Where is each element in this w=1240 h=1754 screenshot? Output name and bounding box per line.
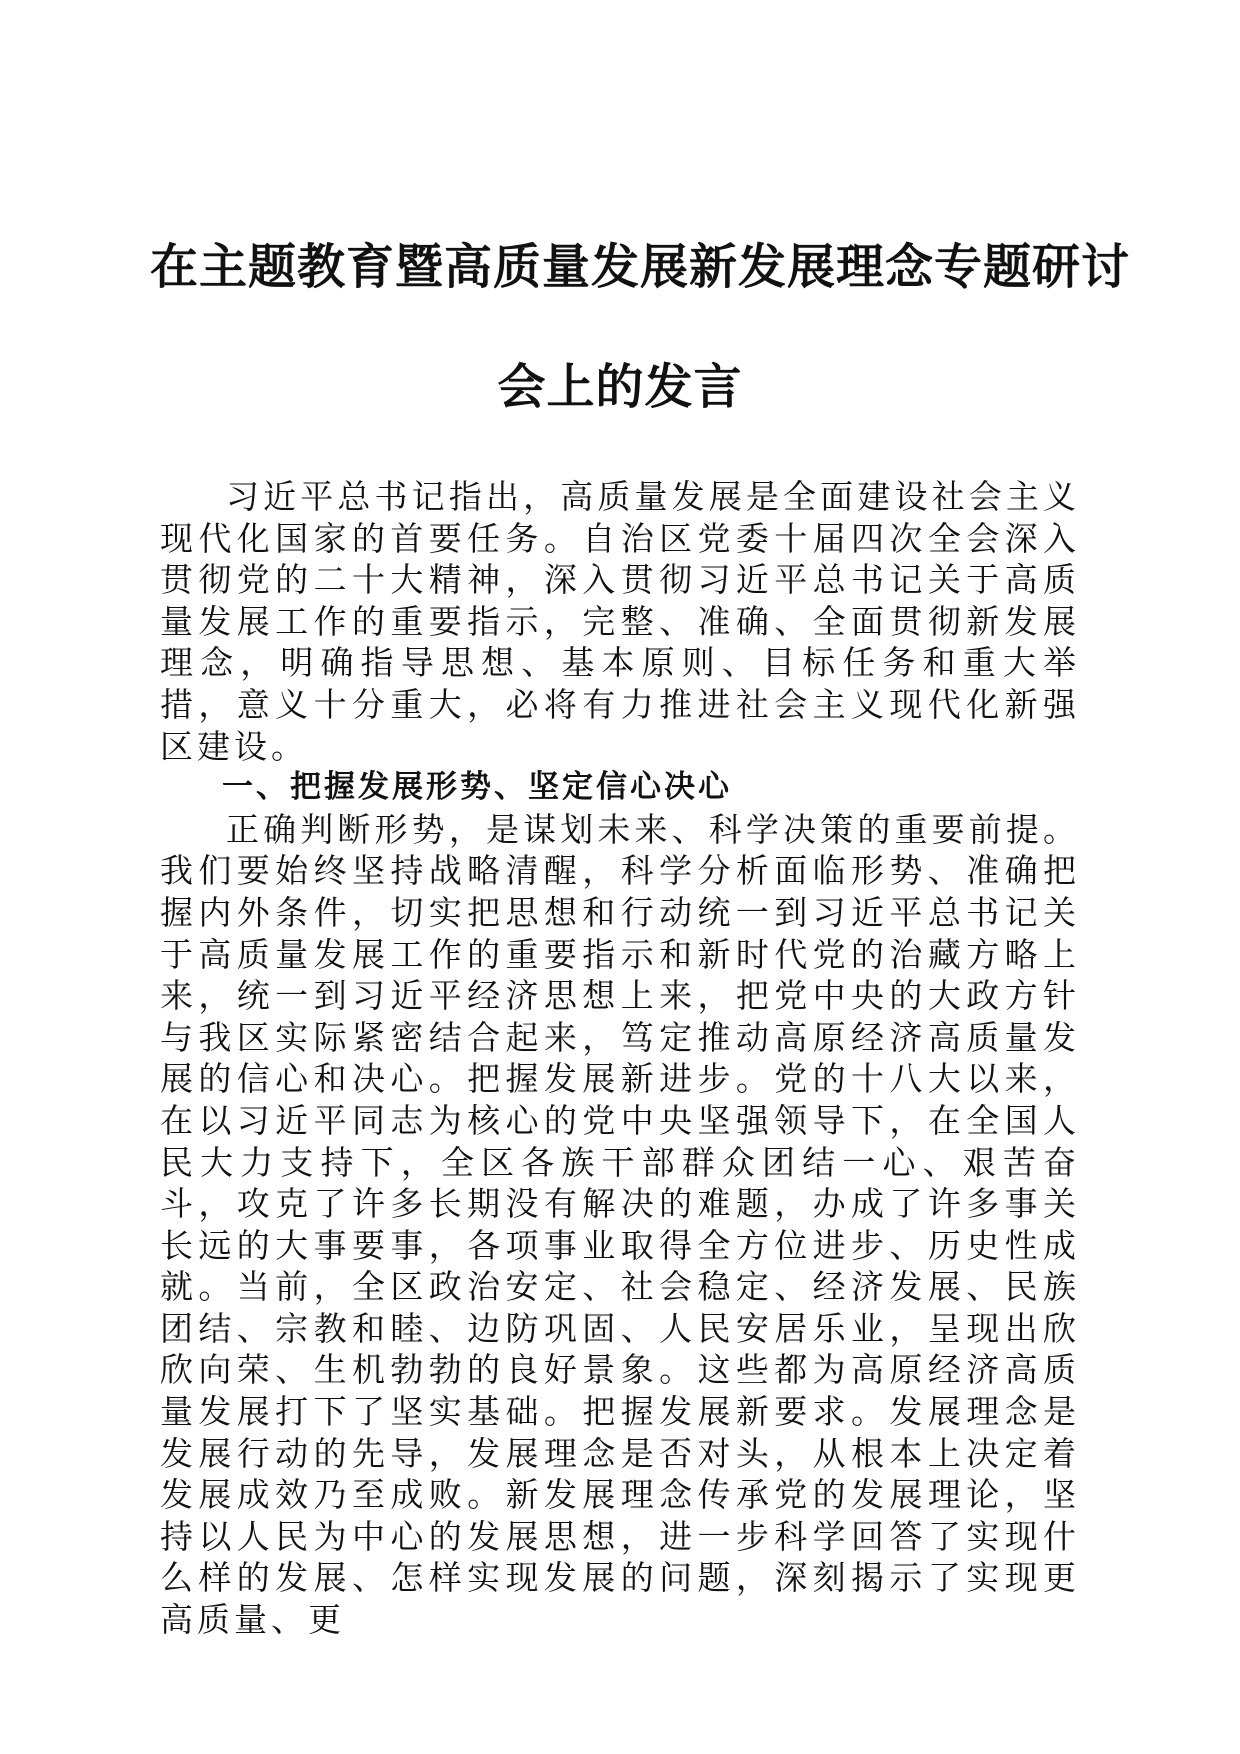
section-heading-1: 一、把握发展形势、坚定信心决心 — [222, 769, 732, 806]
document-body — [160, 476, 1080, 1641]
paragraph-section-1: 正确判断形势，是谋划未来、科学决策的重要前提。我们要始终坚持战略清醒，科学分析面临形势、准确把握内外条件，切实把思想和行动统一到习近平总书记关于高质量发展工作的重要指示和新时代党的治藏方略上来，统一到习近平经济思想上来，把党中央的大政方针与我区实际紧密结合起来，笃定推动高原经济高质量发展的信心和决心。把握发展新进步。党的十八大以来，在以习近平同志为核心的党中央坚强领导下，在全国人民大力支持下，全区各族干部群众团结一心、艰苦奋斗，攻克了许多长期没有解决的难题，办成了许多事关长远的大事要事，各项事业取得全方位进步、历史性成就。当前，全区政治安定、社会稳定、经济发展、民族团结、宗教和睦、边防巩固、人民安居乐业，呈现出欣欣向荣、生机勃勃的良好景象。这些都为高原经济高质量发展打下了坚实基础。把握发展新要求。发展理念是发展行动的先导，发展理念是否对头，从根本上决定着发展成效乃至成败。新发展理念传承党的发展理论，坚持以人民为中心的发展思想，进一步科学回答了实现什么样的发展、怎样实现发展的问题，深刻揭示了实现更高质量、更 — [160, 809, 1080, 1640]
document-title-line-1: 在主题教育暨高质量发展新发展理念专题研讨 — [150, 239, 1131, 295]
paragraph-intro: 习近平总书记指出，高质量发展是全面建设社会主义现代化国家的首要任务。自治区党委十届四次全会深入贯彻党的二十大精神，深入贯彻习近平总书记关于高质量发展工作的重要指示，完整、准确、全面贯彻新发展理念，明确指导思想、基本原则、目标任务和重大举措，意义十分重大，必将有力推进社会主义现代化新强区建设。 — [160, 477, 1080, 766]
document-title-line-2: 会上的发言 — [497, 359, 743, 415]
